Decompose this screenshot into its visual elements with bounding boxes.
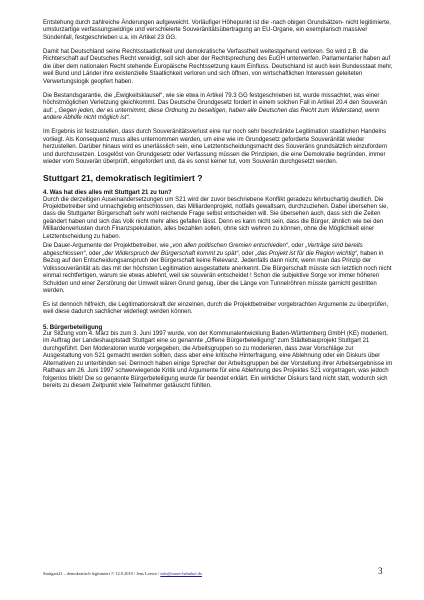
paragraph-s21-conflict: Durch die derzeitigen Auseinandersetzungen um S21 wird der zuvor beschriebene Konflikt geradezu lehrbuchartig deutlich. Die Projektbetreiber sind unnachgiebig entschlossen, das Milliardenprojekt, notfalls gewaltsam, durchzuziehen. Dabei übersehen sie, dass die Stuttgarter Bürgerschaft sehr wohl reichende Frage selbst entscheiden will. Sie übersehen auch, dass sich die Zeiten geändert haben und sich das Volk nicht mehr alles gefallen lässt. Denn es kann nicht sein, dass die Bürger, ähnlich wie bei den Milliardenverlusten durch Finanzspekulation, alles bezahlen sollen, ohne sich wehren zu können, ohne die Möglichkeit einer Letztentscheidung zu haben.	[43, 196, 389, 240]
footer-email-link[interactable]: info@unser-bahnhof.de	[160, 571, 202, 576]
paragraph-sovereignty-transfer: Entstehung durch zahlreiche Änderungen aufgeweicht. Vorläufiger Höhepunkt ist die -nach obigen Grundsätzen- nicht legitimierte, umsturzartige verfassungswidrige und verschleierte Souveränitätsübertragung an EU-Organe, ein exemplarisch massiver Sündenfall, festgeschrieben u.a. im Artikel 23 GG.	[43, 20, 391, 41]
argument-quote-committees: „von allen politischen Gremien entschieden“	[170, 243, 289, 250]
arguments-intro: Die Dauer-Argumente der Projektbetreiber, wie	[43, 243, 171, 250]
footer-text: Stuttgart21 – demokratisch legitimiert ?/ 12.9.2010 / Jens Loewe /	[43, 571, 161, 576]
subheading-4: 4. Was hat dies alles mit Stuttgart 21 zu tun?	[43, 189, 172, 197]
page-number: 3	[378, 566, 383, 576]
paragraph-project-arguments	[43, 243, 393, 295]
paragraph-citizen-participation: Zur Sitzung vom 4. März bis zum 3. Juni 1997 wurde, von der Kommunalentwicklung Baden-Württemberg GmbH (KE) moderiert, im Auftrag der Landeshauptstadt Stuttgart eine so genannte „Offene Bürgerbeteiligung“ zum Städtebauprojekt Stuttgart 21 durchgeführt. Den Moderatoren wurde vorgegeben, die Arbeitsgruppen so zu moderieren, dass zwar Vorschläge zur Ausgestaltung von S21 gemacht werden sollten, dass aber eine kritische Hinterfragung, eine Ablehnung oder ein Diskurs über Alternativen zu unterbinden sei. Dennoch haben einige Sprecher der Arbeitsgruppen bei der Vorstellung ihrer Arbeitsergebnisse im Rathaus am 26. Juni 1997 schwerwiegende Kritik und Argumente für eine Ablehnung des Projektes S21 vorgetragen, was jedoch folgenlos blieb! Die so genannte Bürgerbeteiligung wurde für beendet erklärt. Ein wirklicher Diskurs fand nicht statt, wodurch sich bereits zu diesem Zeitpunkt viele Teilnehmer getäuscht fühlten.	[43, 330, 393, 390]
eternity-clause-text: Die Bestandsgarantie, die „Ewigkeitsklausel“, wie sie etwa in Artikel 79.3 GG festgeschrieben ist, wurde missachtet, was einer höchstmöglichen Verletzung gleichkommt. Das Deutsche Grundgesetz fordert in einem solchen Fall in Artikel 20.4 den Souverän auf:	[43, 92, 387, 114]
arguments-sep-3: , oder	[238, 250, 256, 257]
document-body	[43, 20, 393, 397]
paragraph-rule-of-law-lost: Damit hat Deutschland seine Rechtsstaatlichkeit und demokratische Verfasstheit weitestgehend verloren. So wird z.B. die Richterschaft auf Deutsches Recht vereidigt, soll sich aber der Rechtsprechung des EuGH unterwerfen. Parlamentarier haben auf die über dem nationalen Recht stehende Europäische Rechtssetzung kaum Einfluss. Deutschland ist auch kein Bundesstaat mehr, weil Bund und Länder ihre existenzielle Staatlichkeit verloren und sich öffnen, von wirtschaftlichen Interessen geleiteten Verwertungslogik geopfert haben.	[43, 48, 393, 85]
argument-quote-contracts: „Verträge sind bereits abgeschlossen“	[43, 243, 363, 257]
paragraph-eternity-clause	[43, 93, 393, 123]
arguments-sep-1: , oder	[288, 243, 306, 250]
resistance-quote: „ Gegen jeden, der es unternimmt, diese Ordnung zu beseitigen, haben alle Deutschen das Recht zum Widerstand, wenn andere Abhilfe nicht möglich ist“.	[43, 107, 380, 122]
page-footer	[43, 571, 383, 577]
arguments-rest: , haben in Bezug auf den Entscheidungsanspruch der Bürgerschaft keine Relevanz. Jedenfalls dann nicht, wenn man das Prinzip der Volkssouveränität als das mit der höchsten Legitimation ausgestattete anerkennt. Die Bürgerschaft müsste sich letztlich noch nicht einmal rechtfertigen, warum sie etwas ablehnt, weil sie souverän entscheidet ! Schon die subjektive Sorge vor immer höheren Schulden und einer Zerstörung der Umwelt wären Grund genug, über die Länge von Tunnelröhren müsste garnicht gestritten werden.	[43, 250, 392, 294]
argument-quote-region: „das Projekt ist für die Region wichtig“	[255, 250, 357, 257]
section-title: Stuttgart 21, demokratisch legitimiert ?	[43, 173, 203, 184]
paragraph-legitimacy-check: Es ist dennoch hilfreich, die Legitimationskraft der einzelnen, durch die Projektbetreiber vorgebrachten Argumente zu überprüfen, weil diese dadurch sachlicher widerlegt werden können.	[43, 302, 389, 316]
argument-quote-too-late: „der Widerspruch der Bürgerschaft kommt zu spät“	[102, 250, 239, 257]
subheading-5: 5. Bürgerbeteiligung	[43, 323, 103, 331]
arguments-sep-2: , oder	[85, 250, 103, 257]
paragraph-conclusion: Im Ergebnis ist festzustellen, dass durch Souveränitätsverlust eine nur noch sehr beschränkte Legitimation staatlichen Handelns vorliegt. Als Konsequenz muss alles unternommen werden, um eine wie im Grundgesetz geforderte Souveränität wieder herzustellen. Darüber hinaus wird es unerlässlich sein, eine Letztentscheidungsmacht des Souveräns grundsätzlich einzufordern und durchzusetzen. Losgelöst von Grundgesetz oder Verfassung müssen die Prinzipien, die eine Demokratie begründen, immer wieder vom Souverän überprüft, eingefordert und, da es sonst keiner tut, vom Souverän durchgesetzt werden.	[43, 129, 388, 166]
